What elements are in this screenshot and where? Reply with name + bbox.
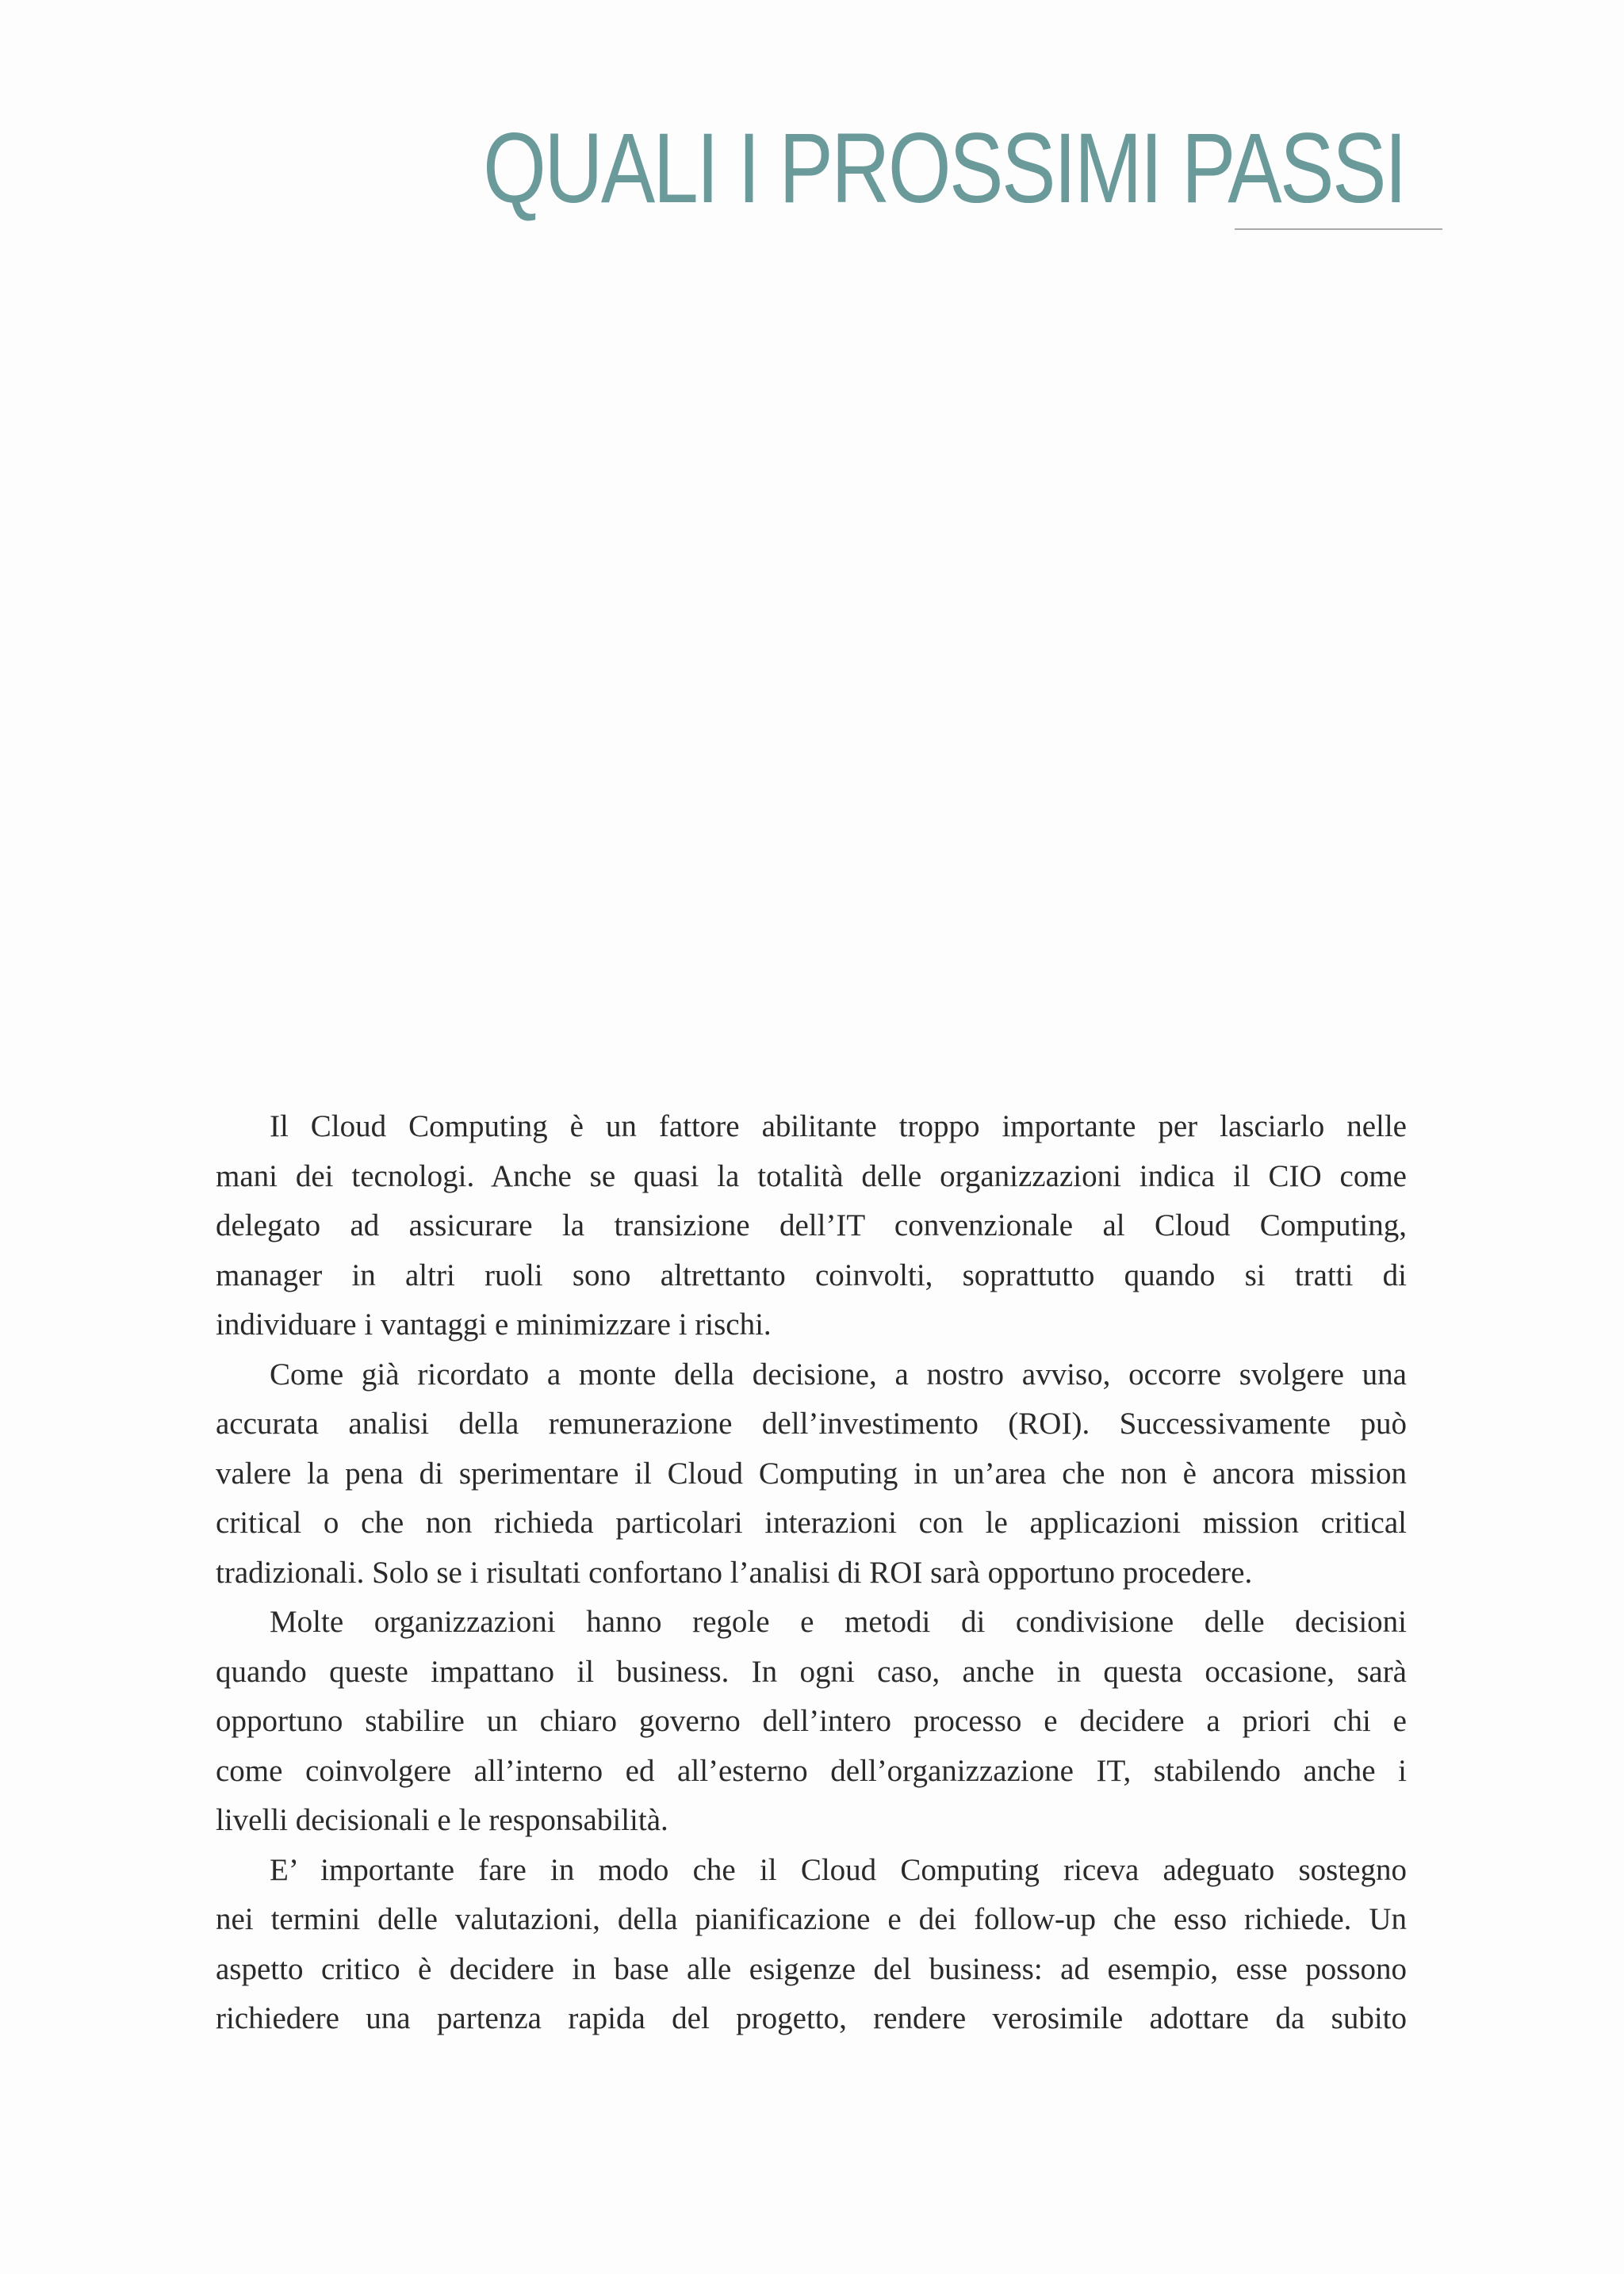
paragraph-1-line-4: manager in altri ruoli sono altrettanto coinvolti, soprattutto quando si tratti di [216, 1258, 1407, 1292]
paragraph-4-line-1: E’ importante fare in modo che il Cloud Computing riceva adeguato sostegno [270, 1852, 1407, 1887]
paragraph-4-line-4: richiedere una partenza rapida del progetto, rendere verosimile adottare da subito [216, 2001, 1407, 2035]
paragraph-3-line-4: come coinvolgere all’interno ed all’esterno dell’organizzazione IT, stabilendo anche i [216, 1753, 1407, 1788]
paragraph-1-line-1: Il Cloud Computing è un fattore abilitante troppo importante per lasciarlo nelle [270, 1109, 1407, 1143]
paragraph-1-line-2: mani dei tecnologi. Anche se quasi la totalità delle organizzazioni indica il CIO come [216, 1158, 1407, 1193]
paragraph-2-line-4: critical o che non richieda particolari interazioni con le applicazioni mission critical [216, 1506, 1407, 1540]
paragraph-3-line-1: Molte organizzazioni hanno regole e metodi di condivisione delle decisioni [270, 1605, 1407, 1639]
paragraph-4-line-2: nei termini delle valutazioni, della pianificazione e dei follow-up che esso richiede. Un [216, 1902, 1407, 1936]
body-text [216, 1102, 1407, 2044]
paragraph-3-line-5: livelli decisionali e le responsabilità. [216, 1803, 668, 1837]
paragraph-2-line-2: accurata analisi della remunerazione dell’investimento (ROI). Successivamente può [216, 1407, 1407, 1441]
paragraph-2-line-1: Come già ricordato a monte della decisione, a nostro avviso, occorre svolgere una [270, 1357, 1407, 1392]
chapter-title: QUALI I PROSSIMI PASSI [483, 113, 1405, 224]
paragraph-2-line-5: tradizionali. Solo se i risultati confortano l’analisi di ROI sarà opportuno procedere. [216, 1555, 1253, 1590]
title-underline [1235, 228, 1442, 230]
paragraph-1-line-3: delegato ad assicurare la transizione dell’IT convenzionale al Cloud Computing, [216, 1208, 1407, 1242]
paragraph-2-line-3: valere la pena di sperimentare il Cloud Computing in un’area che non è ancora mission [216, 1456, 1407, 1491]
paragraph-3-line-3: opportuno stabilire un chiaro governo dell’intero processo e decidere a priori chi e [216, 1704, 1407, 1738]
paragraph-1-line-5: individuare i vantaggi e minimizzare i rischi. [216, 1307, 772, 1342]
paragraph-3-line-2: quando queste impattano il business. In ogni caso, anche in questa occasione, sarà [216, 1654, 1407, 1689]
paragraph-4-line-3: aspetto critico è decidere in base alle esigenze del business: ad esempio, esse possono [216, 1951, 1407, 1986]
